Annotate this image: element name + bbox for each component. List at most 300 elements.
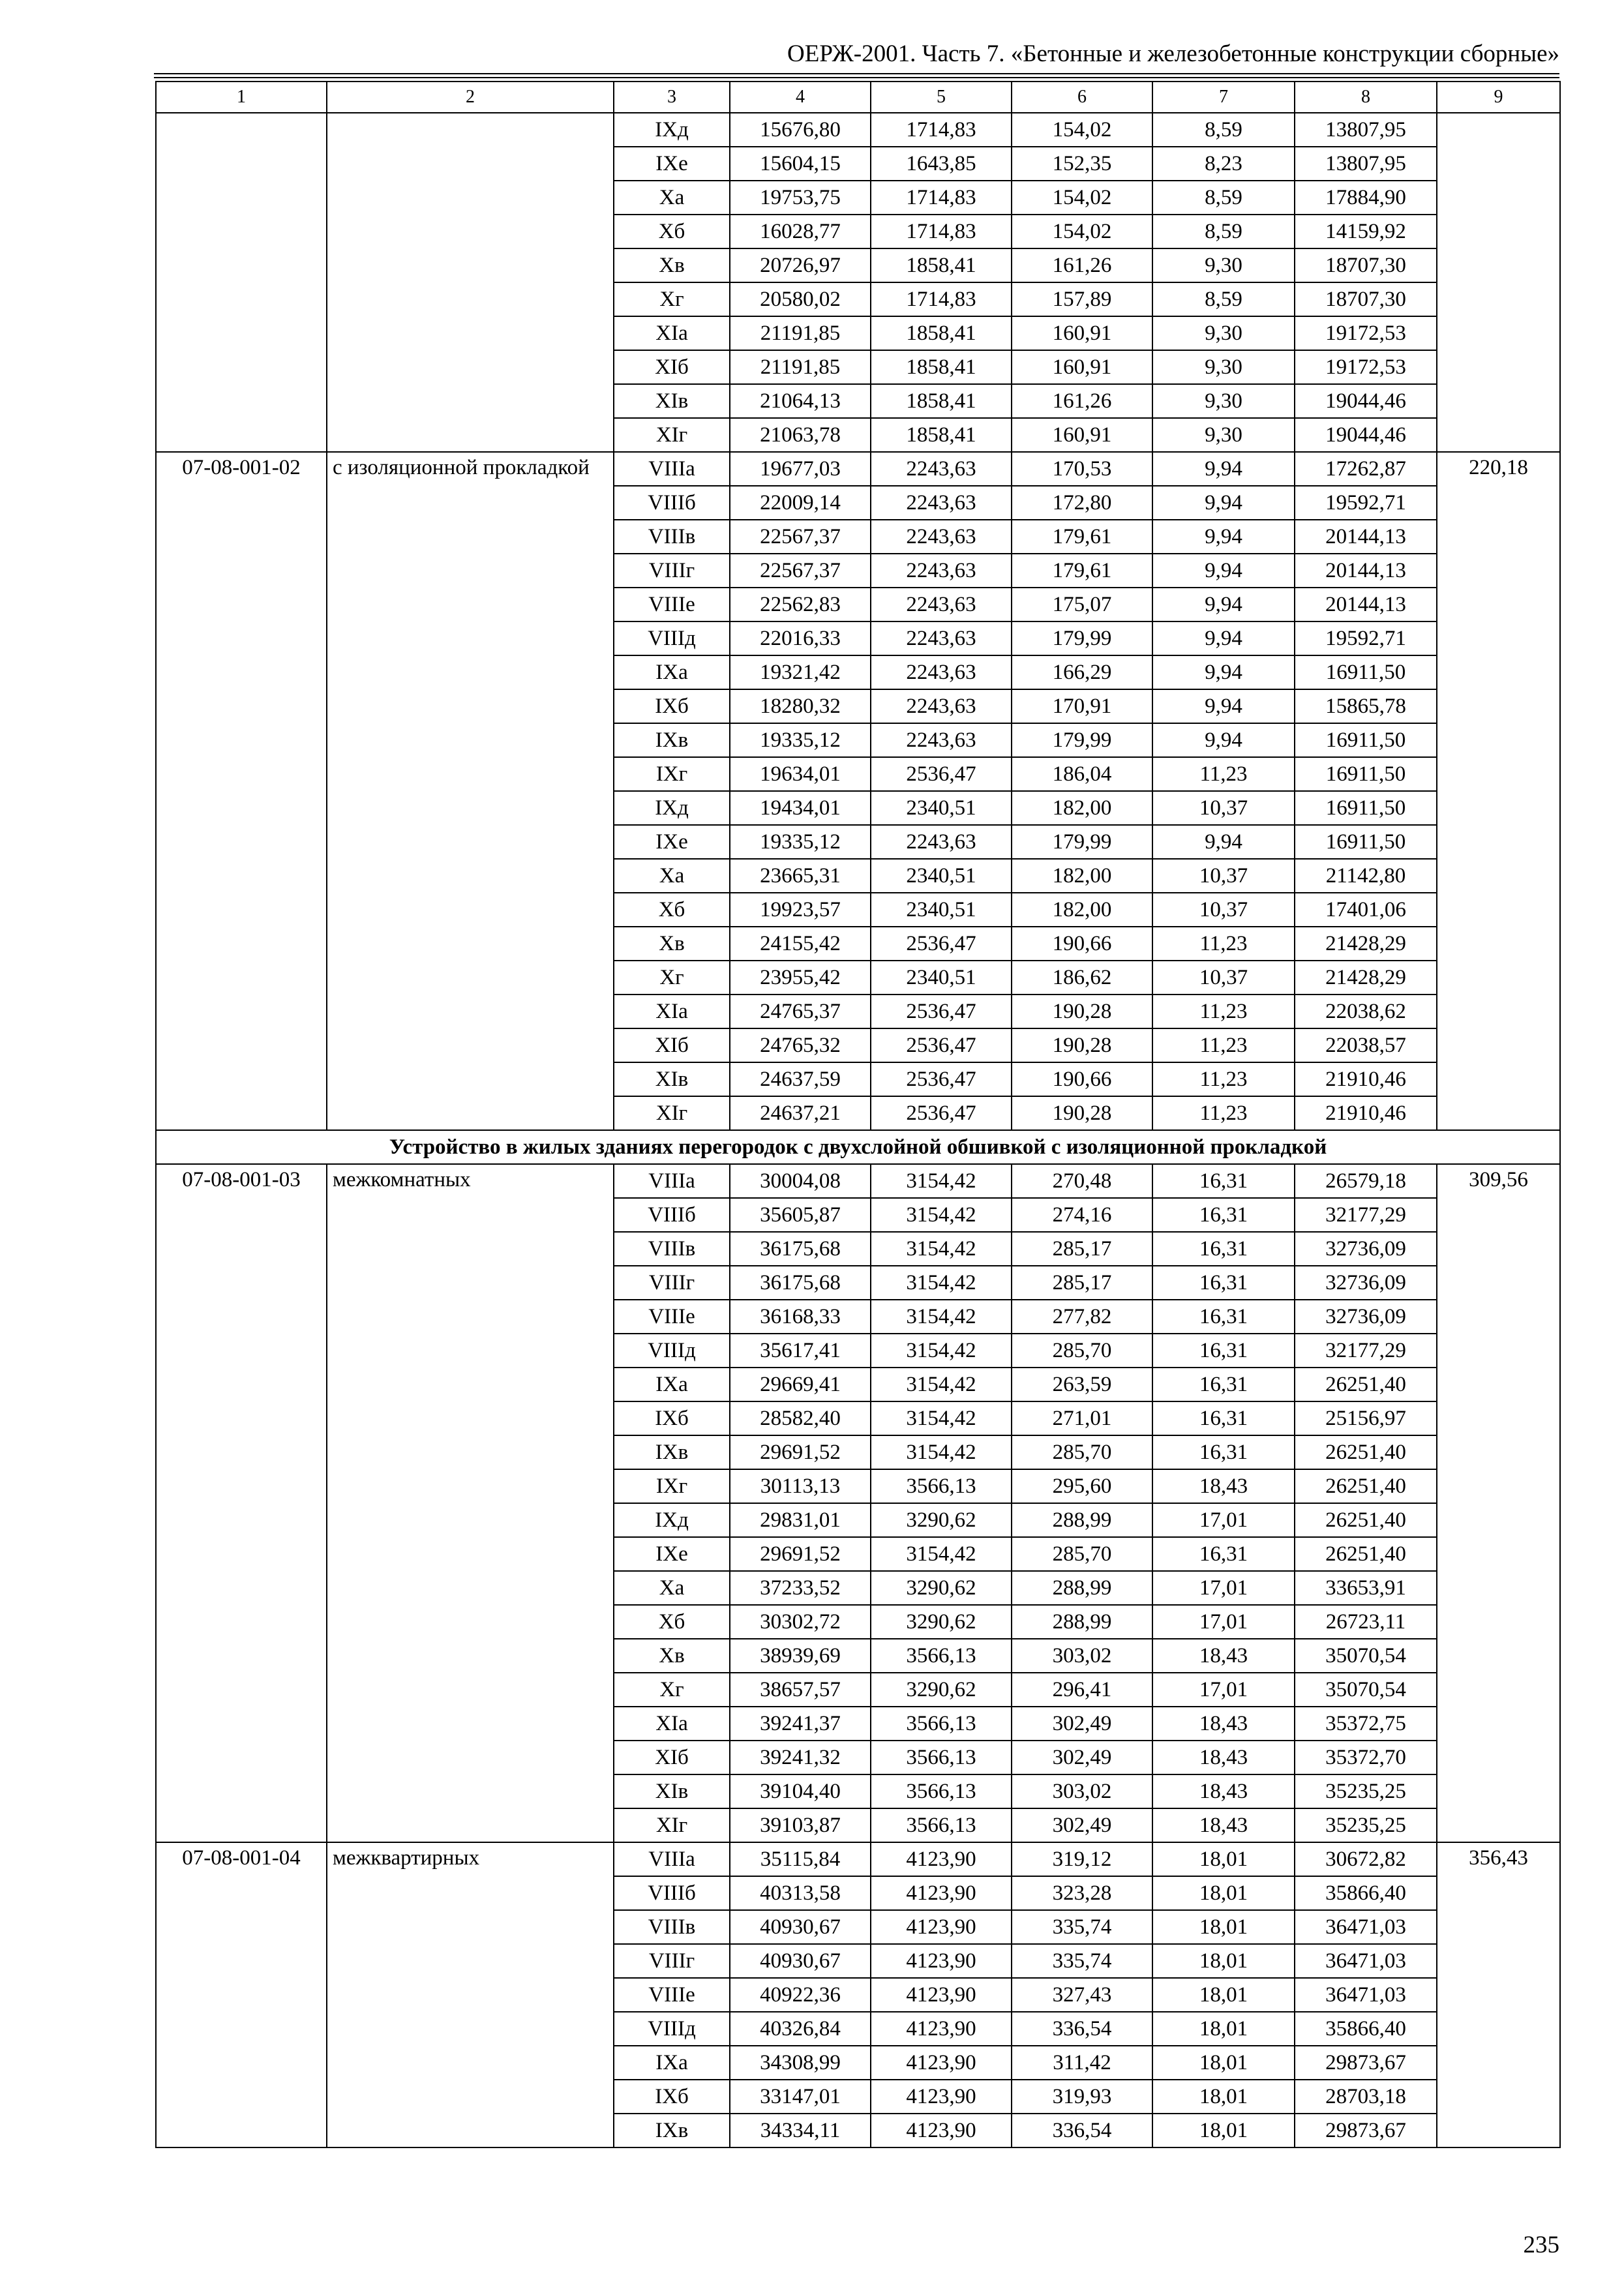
- value-cell: 35866,40: [1295, 1876, 1437, 1910]
- value-cell: 17,01: [1152, 1673, 1295, 1707]
- zone-cell: XIб: [614, 1741, 730, 1774]
- value-cell: 23665,31: [730, 859, 871, 893]
- value-cell: 3290,62: [871, 1605, 1012, 1639]
- value-cell: 2340,51: [871, 791, 1012, 825]
- zone-cell: VIIIб: [614, 1876, 730, 1910]
- value-cell: 2243,63: [871, 554, 1012, 588]
- value-cell: 40930,67: [730, 1944, 871, 1978]
- value-cell: 2340,51: [871, 893, 1012, 927]
- value-cell: 9,94: [1152, 825, 1295, 859]
- value-cell: 4123,90: [871, 1978, 1012, 2012]
- value-cell: 2243,63: [871, 452, 1012, 486]
- value-cell: 3154,42: [871, 1232, 1012, 1266]
- table-row: [156, 1842, 1560, 1876]
- zone-cell: IXв: [614, 2114, 730, 2147]
- zone-cell: IXа: [614, 2046, 730, 2080]
- value-cell: 302,49: [1012, 1808, 1152, 1842]
- table-row: [156, 113, 1560, 147]
- value-cell: 21191,85: [730, 350, 871, 384]
- value-cell: 1858,41: [871, 418, 1012, 452]
- value-cell: 35235,25: [1295, 1808, 1437, 1842]
- value-cell: 157,89: [1012, 282, 1152, 316]
- value-cell: 19321,42: [730, 655, 871, 689]
- value-cell: 19172,53: [1295, 350, 1437, 384]
- value-cell: 17,01: [1152, 1503, 1295, 1537]
- zone-cell: VIIIв: [614, 1232, 730, 1266]
- value-cell: 8,59: [1152, 215, 1295, 248]
- value-cell: 16911,50: [1295, 655, 1437, 689]
- value-cell: 29691,52: [730, 1537, 871, 1571]
- value-cell: 28703,18: [1295, 2080, 1437, 2114]
- value-cell: 35115,84: [730, 1842, 871, 1876]
- zone-cell: Xа: [614, 181, 730, 215]
- value-cell: 3566,13: [871, 1808, 1012, 1842]
- value-cell: 18,01: [1152, 1876, 1295, 1910]
- value-cell: 2243,63: [871, 588, 1012, 621]
- value-cell: 16911,50: [1295, 757, 1437, 791]
- value-cell: 3154,42: [871, 1537, 1012, 1571]
- value-cell: 1714,83: [871, 113, 1012, 147]
- zone-cell: IXд: [614, 113, 730, 147]
- zone-cell: VIIIв: [614, 1910, 730, 1944]
- col9-value: 309,56: [1437, 1164, 1560, 1842]
- value-cell: 21428,29: [1295, 961, 1437, 995]
- zone-cell: IXв: [614, 723, 730, 757]
- value-cell: 19335,12: [730, 723, 871, 757]
- value-cell: 1714,83: [871, 215, 1012, 248]
- value-cell: 285,17: [1012, 1266, 1152, 1300]
- value-cell: 4123,90: [871, 1910, 1012, 1944]
- value-cell: 9,94: [1152, 486, 1295, 520]
- value-cell: 179,99: [1012, 825, 1152, 859]
- value-cell: 190,66: [1012, 927, 1152, 961]
- section-title-row: [156, 1130, 1560, 1164]
- zone-cell: XIв: [614, 1062, 730, 1096]
- zone-cell: VIIIг: [614, 1266, 730, 1300]
- value-cell: 3290,62: [871, 1673, 1012, 1707]
- column-number-cell: 8: [1295, 82, 1437, 113]
- value-cell: 1714,83: [871, 181, 1012, 215]
- value-cell: 3154,42: [871, 1401, 1012, 1435]
- value-cell: 19592,71: [1295, 486, 1437, 520]
- col9-value: 220,18: [1437, 452, 1560, 1130]
- zone-cell: VIIIг: [614, 1944, 730, 1978]
- col9-value: 356,43: [1437, 1842, 1560, 2147]
- rate-code: [156, 113, 327, 452]
- value-cell: 36168,33: [730, 1300, 871, 1334]
- value-cell: 26723,11: [1295, 1605, 1437, 1639]
- value-cell: 3566,13: [871, 1707, 1012, 1741]
- value-cell: 40313,58: [730, 1876, 871, 1910]
- value-cell: 179,61: [1012, 520, 1152, 554]
- value-cell: 2536,47: [871, 757, 1012, 791]
- zone-cell: VIIIд: [614, 621, 730, 655]
- value-cell: 32177,29: [1295, 1198, 1437, 1232]
- value-cell: 36175,68: [730, 1266, 871, 1300]
- value-cell: 20580,02: [730, 282, 871, 316]
- rate-code: 07-08-001-02: [156, 452, 327, 1130]
- value-cell: 35617,41: [730, 1334, 871, 1368]
- value-cell: 4123,90: [871, 1842, 1012, 1876]
- zone-cell: IXб: [614, 689, 730, 723]
- zone-cell: Xв: [614, 927, 730, 961]
- page-number: 235: [1523, 2232, 1559, 2258]
- value-cell: 21910,46: [1295, 1096, 1437, 1130]
- value-cell: 285,70: [1012, 1435, 1152, 1469]
- value-cell: 36471,03: [1295, 1944, 1437, 1978]
- value-cell: 10,37: [1152, 859, 1295, 893]
- value-cell: 2340,51: [871, 961, 1012, 995]
- value-cell: 2340,51: [871, 859, 1012, 893]
- value-cell: 15604,15: [730, 147, 871, 181]
- value-cell: 13807,95: [1295, 113, 1437, 147]
- value-cell: 23955,42: [730, 961, 871, 995]
- zone-cell: XIг: [614, 1096, 730, 1130]
- value-cell: 39241,32: [730, 1741, 871, 1774]
- column-number-cell: 5: [871, 82, 1012, 113]
- value-cell: 39104,40: [730, 1774, 871, 1808]
- value-cell: 18,01: [1152, 1978, 1295, 2012]
- value-cell: 32736,09: [1295, 1266, 1437, 1300]
- value-cell: 14159,92: [1295, 215, 1437, 248]
- zone-cell: Xг: [614, 282, 730, 316]
- value-cell: 16,31: [1152, 1198, 1295, 1232]
- zone-cell: VIIIе: [614, 1978, 730, 2012]
- value-cell: 277,82: [1012, 1300, 1152, 1334]
- zone-cell: VIIIд: [614, 2012, 730, 2046]
- value-cell: 32177,29: [1295, 1334, 1437, 1368]
- value-cell: 3290,62: [871, 1503, 1012, 1537]
- value-cell: 11,23: [1152, 1028, 1295, 1062]
- value-cell: 32736,09: [1295, 1232, 1437, 1266]
- value-cell: 3154,42: [871, 1198, 1012, 1232]
- value-cell: 33653,91: [1295, 1571, 1437, 1605]
- zone-cell: IXд: [614, 791, 730, 825]
- value-cell: 18,01: [1152, 2080, 1295, 2114]
- value-cell: 9,94: [1152, 452, 1295, 486]
- value-cell: 17884,90: [1295, 181, 1437, 215]
- value-cell: 152,35: [1012, 147, 1152, 181]
- value-cell: 15676,80: [730, 113, 871, 147]
- zone-cell: VIIIе: [614, 588, 730, 621]
- value-cell: 19044,46: [1295, 418, 1437, 452]
- value-cell: 17,01: [1152, 1571, 1295, 1605]
- value-cell: 285,70: [1012, 1537, 1152, 1571]
- value-cell: 24637,21: [730, 1096, 871, 1130]
- value-cell: 8,59: [1152, 113, 1295, 147]
- zone-cell: IXд: [614, 1503, 730, 1537]
- zone-cell: XIв: [614, 1774, 730, 1808]
- value-cell: 18,01: [1152, 2114, 1295, 2147]
- value-cell: 179,99: [1012, 723, 1152, 757]
- value-cell: 190,66: [1012, 1062, 1152, 1096]
- value-cell: 4123,90: [871, 2080, 1012, 2114]
- value-cell: 4123,90: [871, 1876, 1012, 1910]
- value-cell: 263,59: [1012, 1368, 1152, 1401]
- value-cell: 4123,90: [871, 2012, 1012, 2046]
- value-cell: 18,43: [1152, 1639, 1295, 1673]
- value-cell: 335,74: [1012, 1910, 1152, 1944]
- value-cell: 288,99: [1012, 1503, 1152, 1537]
- value-cell: 24765,32: [730, 1028, 871, 1062]
- value-cell: 30302,72: [730, 1605, 871, 1639]
- value-cell: 20726,97: [730, 248, 871, 282]
- value-cell: 18,43: [1152, 1741, 1295, 1774]
- value-cell: 154,02: [1012, 215, 1152, 248]
- value-cell: 3154,42: [871, 1164, 1012, 1198]
- zone-cell: Xг: [614, 1673, 730, 1707]
- value-cell: 154,02: [1012, 181, 1152, 215]
- value-cell: 311,42: [1012, 2046, 1152, 2080]
- value-cell: 26251,40: [1295, 1469, 1437, 1503]
- zone-cell: IXг: [614, 757, 730, 791]
- value-cell: 9,30: [1152, 418, 1295, 452]
- zone-cell: VIIIг: [614, 554, 730, 588]
- value-cell: 34334,11: [730, 2114, 871, 2147]
- value-cell: 26251,40: [1295, 1537, 1437, 1571]
- value-cell: 35866,40: [1295, 2012, 1437, 2046]
- value-cell: 18,43: [1152, 1707, 1295, 1741]
- value-cell: 16,31: [1152, 1537, 1295, 1571]
- zone-cell: IXв: [614, 1435, 730, 1469]
- value-cell: 39241,37: [730, 1707, 871, 1741]
- rate-code: 07-08-001-04: [156, 1842, 327, 2147]
- value-cell: 20144,13: [1295, 554, 1437, 588]
- zone-cell: VIIIа: [614, 1842, 730, 1876]
- value-cell: 32736,09: [1295, 1300, 1437, 1334]
- value-cell: 26251,40: [1295, 1503, 1437, 1537]
- value-cell: 10,37: [1152, 893, 1295, 927]
- rate-code: 07-08-001-03: [156, 1164, 327, 1842]
- value-cell: 179,99: [1012, 621, 1152, 655]
- value-cell: 3566,13: [871, 1639, 1012, 1673]
- value-cell: 16,31: [1152, 1266, 1295, 1300]
- value-cell: 18,01: [1152, 1910, 1295, 1944]
- value-cell: 20144,13: [1295, 520, 1437, 554]
- value-cell: 9,30: [1152, 316, 1295, 350]
- value-cell: 18,43: [1152, 1774, 1295, 1808]
- value-cell: 35605,87: [730, 1198, 871, 1232]
- value-cell: 274,16: [1012, 1198, 1152, 1232]
- value-cell: 24765,37: [730, 995, 871, 1028]
- value-cell: 16,31: [1152, 1232, 1295, 1266]
- value-cell: 2243,63: [871, 655, 1012, 689]
- value-cell: 2243,63: [871, 723, 1012, 757]
- header-rule-bottom: [154, 77, 1559, 78]
- value-cell: 16,31: [1152, 1401, 1295, 1435]
- value-cell: 319,12: [1012, 1842, 1152, 1876]
- zone-cell: VIIIе: [614, 1300, 730, 1334]
- value-cell: 22009,14: [730, 486, 871, 520]
- value-cell: 3154,42: [871, 1435, 1012, 1469]
- value-cell: 21063,78: [730, 418, 871, 452]
- value-cell: 22016,33: [730, 621, 871, 655]
- value-cell: 29873,67: [1295, 2046, 1437, 2080]
- value-cell: 2536,47: [871, 1062, 1012, 1096]
- value-cell: 26579,18: [1295, 1164, 1437, 1198]
- value-cell: 38939,69: [730, 1639, 871, 1673]
- value-cell: 302,49: [1012, 1741, 1152, 1774]
- value-cell: 22567,37: [730, 520, 871, 554]
- value-cell: 16,31: [1152, 1435, 1295, 1469]
- column-number-cell: 7: [1152, 82, 1295, 113]
- value-cell: 3154,42: [871, 1334, 1012, 1368]
- zone-cell: XIг: [614, 418, 730, 452]
- value-cell: 35070,54: [1295, 1673, 1437, 1707]
- value-cell: 190,28: [1012, 1096, 1152, 1130]
- value-cell: 21428,29: [1295, 927, 1437, 961]
- value-cell: 3154,42: [871, 1368, 1012, 1401]
- value-cell: 303,02: [1012, 1774, 1152, 1808]
- value-cell: 2243,63: [871, 486, 1012, 520]
- value-cell: 36471,03: [1295, 1978, 1437, 2012]
- value-cell: 16,31: [1152, 1368, 1295, 1401]
- zone-cell: XIг: [614, 1808, 730, 1842]
- value-cell: 4123,90: [871, 1944, 1012, 1978]
- value-cell: 29873,67: [1295, 2114, 1437, 2147]
- value-cell: 166,29: [1012, 655, 1152, 689]
- value-cell: 40326,84: [730, 2012, 871, 2046]
- value-cell: 8,59: [1152, 282, 1295, 316]
- table-row: [156, 452, 1560, 486]
- value-cell: 2243,63: [871, 689, 1012, 723]
- value-cell: 36471,03: [1295, 1910, 1437, 1944]
- value-cell: 190,28: [1012, 995, 1152, 1028]
- value-cell: 19753,75: [730, 181, 871, 215]
- value-cell: 4123,90: [871, 2046, 1012, 2080]
- col9-value: [1437, 113, 1560, 452]
- value-cell: 9,94: [1152, 588, 1295, 621]
- value-cell: 18707,30: [1295, 248, 1437, 282]
- value-cell: 9,94: [1152, 723, 1295, 757]
- value-cell: 26251,40: [1295, 1435, 1437, 1469]
- value-cell: 18707,30: [1295, 282, 1437, 316]
- value-cell: 19335,12: [730, 825, 871, 859]
- value-cell: 21910,46: [1295, 1062, 1437, 1096]
- value-cell: 3290,62: [871, 1571, 1012, 1605]
- zone-cell: Xа: [614, 859, 730, 893]
- zone-cell: XIб: [614, 1028, 730, 1062]
- zone-cell: Xб: [614, 893, 730, 927]
- zone-cell: VIIIа: [614, 1164, 730, 1198]
- value-cell: 175,07: [1012, 588, 1152, 621]
- value-cell: 33147,01: [730, 2080, 871, 2114]
- value-cell: 40922,36: [730, 1978, 871, 2012]
- value-cell: 24637,59: [730, 1062, 871, 1096]
- value-cell: 17262,87: [1295, 452, 1437, 486]
- value-cell: 323,28: [1012, 1876, 1152, 1910]
- value-cell: 30672,82: [1295, 1842, 1437, 1876]
- value-cell: 179,61: [1012, 554, 1152, 588]
- rate-name: с изоляционной прокладкой: [327, 452, 614, 1130]
- value-cell: 2243,63: [871, 520, 1012, 554]
- value-cell: 9,30: [1152, 248, 1295, 282]
- value-cell: 186,04: [1012, 757, 1152, 791]
- value-cell: 19677,03: [730, 452, 871, 486]
- value-cell: 29691,52: [730, 1435, 871, 1469]
- rate-name: [327, 113, 614, 452]
- value-cell: 38657,57: [730, 1673, 871, 1707]
- value-cell: 19434,01: [730, 791, 871, 825]
- zone-cell: VIIIд: [614, 1334, 730, 1368]
- value-cell: 37233,52: [730, 1571, 871, 1605]
- value-cell: 22038,57: [1295, 1028, 1437, 1062]
- value-cell: 16,31: [1152, 1300, 1295, 1334]
- value-cell: 288,99: [1012, 1571, 1152, 1605]
- rates-table: [155, 81, 1561, 2148]
- value-cell: 336,54: [1012, 2114, 1152, 2147]
- value-cell: 29831,01: [730, 1503, 871, 1537]
- value-cell: 4123,90: [871, 2114, 1012, 2147]
- value-cell: 21064,13: [730, 384, 871, 418]
- zone-cell: IXе: [614, 825, 730, 859]
- value-cell: 22562,83: [730, 588, 871, 621]
- value-cell: 9,94: [1152, 520, 1295, 554]
- value-cell: 1858,41: [871, 316, 1012, 350]
- value-cell: 16911,50: [1295, 791, 1437, 825]
- value-cell: 11,23: [1152, 1096, 1295, 1130]
- value-cell: 21191,85: [730, 316, 871, 350]
- zone-cell: Xв: [614, 248, 730, 282]
- value-cell: 2536,47: [871, 995, 1012, 1028]
- zone-cell: Xг: [614, 961, 730, 995]
- value-cell: 1858,41: [871, 384, 1012, 418]
- section-title: Устройство в жилых зданиях перегородок с двухслойной обшивкой с изоляционной прокладкой: [156, 1130, 1560, 1164]
- value-cell: 11,23: [1152, 757, 1295, 791]
- zone-cell: IXа: [614, 655, 730, 689]
- column-number-cell: 3: [614, 82, 730, 113]
- zone-cell: Xб: [614, 215, 730, 248]
- value-cell: 15865,78: [1295, 689, 1437, 723]
- value-cell: 2536,47: [871, 1096, 1012, 1130]
- value-cell: 35372,75: [1295, 1707, 1437, 1741]
- value-cell: 285,17: [1012, 1232, 1152, 1266]
- value-cell: 10,37: [1152, 791, 1295, 825]
- column-number-cell: 9: [1437, 82, 1560, 113]
- zone-cell: XIа: [614, 1707, 730, 1741]
- value-cell: 35070,54: [1295, 1639, 1437, 1673]
- value-cell: 16911,50: [1295, 723, 1437, 757]
- zone-cell: XIа: [614, 995, 730, 1028]
- value-cell: 36175,68: [730, 1232, 871, 1266]
- zone-cell: IXа: [614, 1368, 730, 1401]
- value-cell: 170,53: [1012, 452, 1152, 486]
- value-cell: 22567,37: [730, 554, 871, 588]
- value-cell: 2536,47: [871, 927, 1012, 961]
- value-cell: 3154,42: [871, 1266, 1012, 1300]
- value-cell: 19172,53: [1295, 316, 1437, 350]
- column-number-row: [156, 82, 1560, 113]
- value-cell: 11,23: [1152, 1062, 1295, 1096]
- value-cell: 319,93: [1012, 2080, 1152, 2114]
- value-cell: 9,30: [1152, 350, 1295, 384]
- zone-cell: XIа: [614, 316, 730, 350]
- zone-cell: VIIIа: [614, 452, 730, 486]
- value-cell: 161,26: [1012, 384, 1152, 418]
- value-cell: 30113,13: [730, 1469, 871, 1503]
- value-cell: 19044,46: [1295, 384, 1437, 418]
- value-cell: 18280,32: [730, 689, 871, 723]
- value-cell: 21142,80: [1295, 859, 1437, 893]
- value-cell: 19592,71: [1295, 621, 1437, 655]
- value-cell: 16,31: [1152, 1334, 1295, 1368]
- value-cell: 30004,08: [730, 1164, 871, 1198]
- value-cell: 2243,63: [871, 621, 1012, 655]
- value-cell: 35372,70: [1295, 1741, 1437, 1774]
- value-cell: 9,94: [1152, 689, 1295, 723]
- column-number-cell: 6: [1012, 82, 1152, 113]
- value-cell: 16028,77: [730, 215, 871, 248]
